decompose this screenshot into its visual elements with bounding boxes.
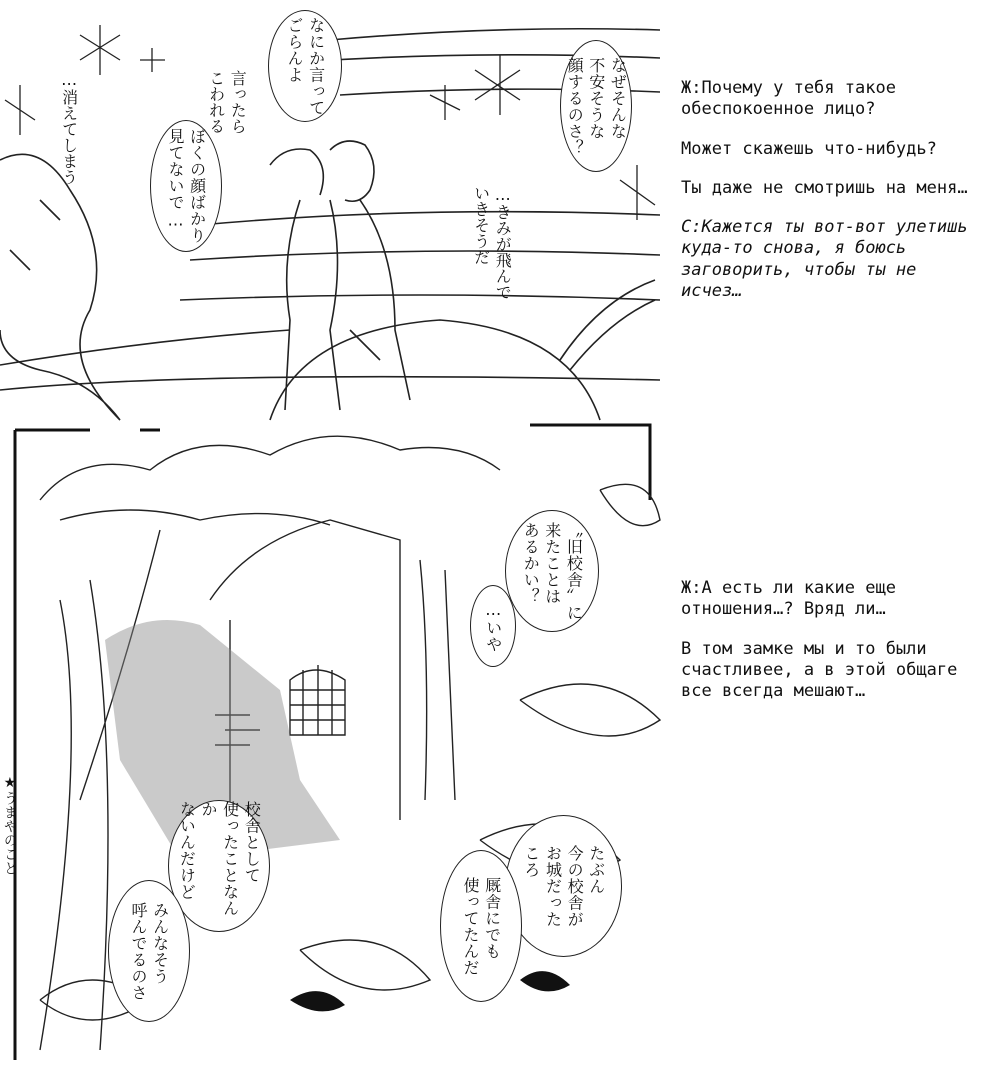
side-note-umaya: ★うまやのこと [1, 775, 18, 875]
bubble-nanika-itte-text: なにか言って ごらんよ [285, 16, 326, 116]
bubble-iya [470, 585, 516, 667]
bubble-kyusha-text: 厩舎にでも 使ってたんだ [461, 876, 502, 976]
bubble-kiete-shimau: …消えてしまう [59, 70, 79, 185]
bubble-nanika-itte [268, 10, 342, 122]
bubble-minna-sou [108, 880, 190, 1022]
translation-line: Ж:А есть ли какие еще отношения…? Вряд ли… [681, 578, 896, 620]
bubble-kyu-kousha-text: 〝旧校舎〟に 来たことは あるかい？ [521, 521, 584, 621]
translation-line: Может скажешь что-нибудь? [681, 138, 937, 159]
translation-line-italic: С:Кажется ты вот-вот улетишь куда-то снова, я боюсь заговорить, чтобы ты не исчез… [681, 217, 968, 301]
translation-block-1 [681, 78, 981, 302]
bubble-tabun [505, 815, 622, 957]
bubble-naze-fuan [560, 40, 632, 172]
bubble-kimi-ga-tonde: …きみが飛んで いきそうだ [471, 185, 513, 300]
bubble-naze-fuan-text: なぜそんな 不安そうな 顔するのさ？ [565, 56, 628, 156]
translation-block-2 [681, 578, 981, 702]
bubble-ittara-kowareru: 言ったら こわれる [206, 70, 248, 134]
bubble-boku-no-kao-text: ぼくの顔ばかり 見てないで… [166, 128, 207, 244]
bubble-iya-text: …いや [483, 599, 503, 653]
bubble-minna-sou-text: みんなそう 呼んでるのさ [129, 901, 170, 1001]
bubble-kyu-kousha [505, 510, 599, 632]
bubble-boku-no-kao [150, 120, 222, 252]
translation-line: Ты даже не смотришь на меня… [681, 177, 968, 198]
bubble-kyusha [440, 850, 522, 1002]
translation-line: В том замке мы и то были счастливее, а в этой общаге все всегда мешают… [681, 638, 958, 701]
translation-line: Ж:Почему у тебя такое обеспокоенное лицо? [681, 78, 896, 120]
bubble-kousha-toshite-text: 校舎として 使ったことなんか ないんだけど [177, 801, 262, 917]
bubble-tabun-text: たぶん 今の校舎が お城だった ころ [521, 844, 606, 928]
